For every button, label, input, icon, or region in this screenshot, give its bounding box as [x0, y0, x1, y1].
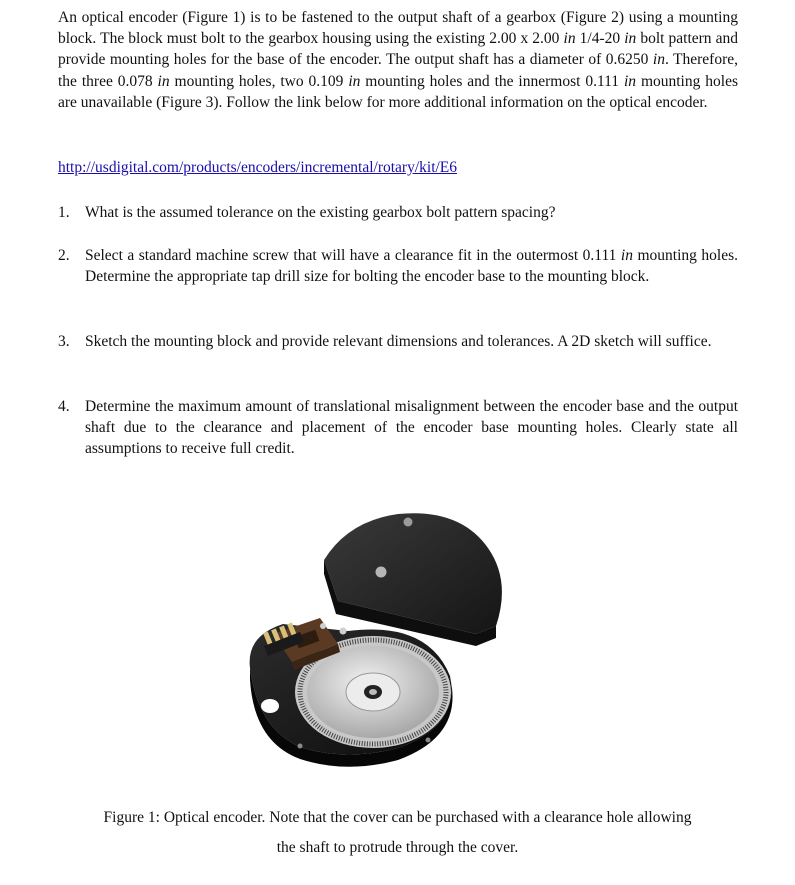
question-item	[58, 396, 738, 460]
question-number: 4.	[58, 398, 70, 415]
question-text: Determine the maximum amount of translational misalignment between the encoder base and the output shaft due to the clearance and placement of the encoder base mounting holes. Clearly state all assumptions to receive full credit.	[85, 398, 738, 458]
figure-caption	[40, 803, 755, 863]
encoder-cover	[324, 513, 502, 646]
unit-in: in	[348, 72, 361, 90]
question-text: Sketch the mounting block and provide relevant dimensions and tolerances. A 2D sketch will suffice.	[85, 333, 712, 350]
unit-in: in	[652, 51, 665, 69]
unit-in: in	[623, 72, 637, 90]
caption-line: the shaft to protrude through the cover.	[276, 839, 519, 856]
intro-text-3: bolt pattern and provide mounting holes for the base of the encoder. The output shaft has a diameter of 0.6250	[58, 30, 739, 69]
intro-text-4: . Therefore, the three 0.078	[58, 51, 739, 90]
unit-in: in	[624, 30, 637, 48]
screw-icon	[376, 567, 387, 578]
question-text	[85, 245, 738, 287]
question-text: What is the assumed tolerance on the existing gearbox bolt pattern spacing?	[85, 204, 556, 221]
question-item	[58, 245, 738, 287]
mounting-hole	[261, 699, 279, 713]
screw-icon	[298, 744, 303, 749]
unit-in: in	[563, 30, 576, 48]
intro-text-6: mounting holes and the innermost 0.111	[360, 72, 624, 90]
screw-icon	[320, 623, 326, 629]
question-text-part: Select a standard machine screw that will have a clearance fit in the outermost 0.111	[85, 247, 621, 264]
question-item	[58, 331, 738, 352]
screw-icon	[426, 738, 431, 743]
intro-text-2: 1/4-20	[575, 30, 625, 48]
question-item	[58, 202, 738, 223]
question-number: 3.	[58, 333, 70, 350]
question-text-part: mounting holes. Determine the appropriate tap drill size for bolting the encoder base to the mounting block.	[85, 247, 739, 286]
intro-paragraph	[58, 7, 738, 113]
optical-encoder-photo	[228, 486, 568, 776]
screw-icon	[404, 518, 413, 527]
unit-in: in	[157, 72, 170, 90]
intro-text-5: mounting holes, two 0.109	[169, 72, 349, 90]
intro-text-1: An optical encoder (Figure 1) is to be fastened to the output shaft of a gearbox (Figure 2) using a mounting block. The block must bolt to the gearbox housing using the existing 2.00 x 2.00	[58, 9, 738, 48]
intro-text-7: mounting holes are unavailable (Figure 3). Follow the link below for more additional information on the optical encoder.	[58, 72, 738, 111]
encoder-info-link[interactable]: http://usdigital.com/products/encoders/incremental/rotary/kit/E6	[58, 159, 458, 176]
unit-in: in	[620, 247, 633, 264]
question-number: 2.	[58, 247, 70, 264]
screw-icon	[340, 628, 347, 635]
question-number: 1.	[58, 204, 70, 221]
caption-line: Figure 1: Optical encoder. Note that the cover can be purchased with a clearance hole allowing	[103, 809, 692, 826]
